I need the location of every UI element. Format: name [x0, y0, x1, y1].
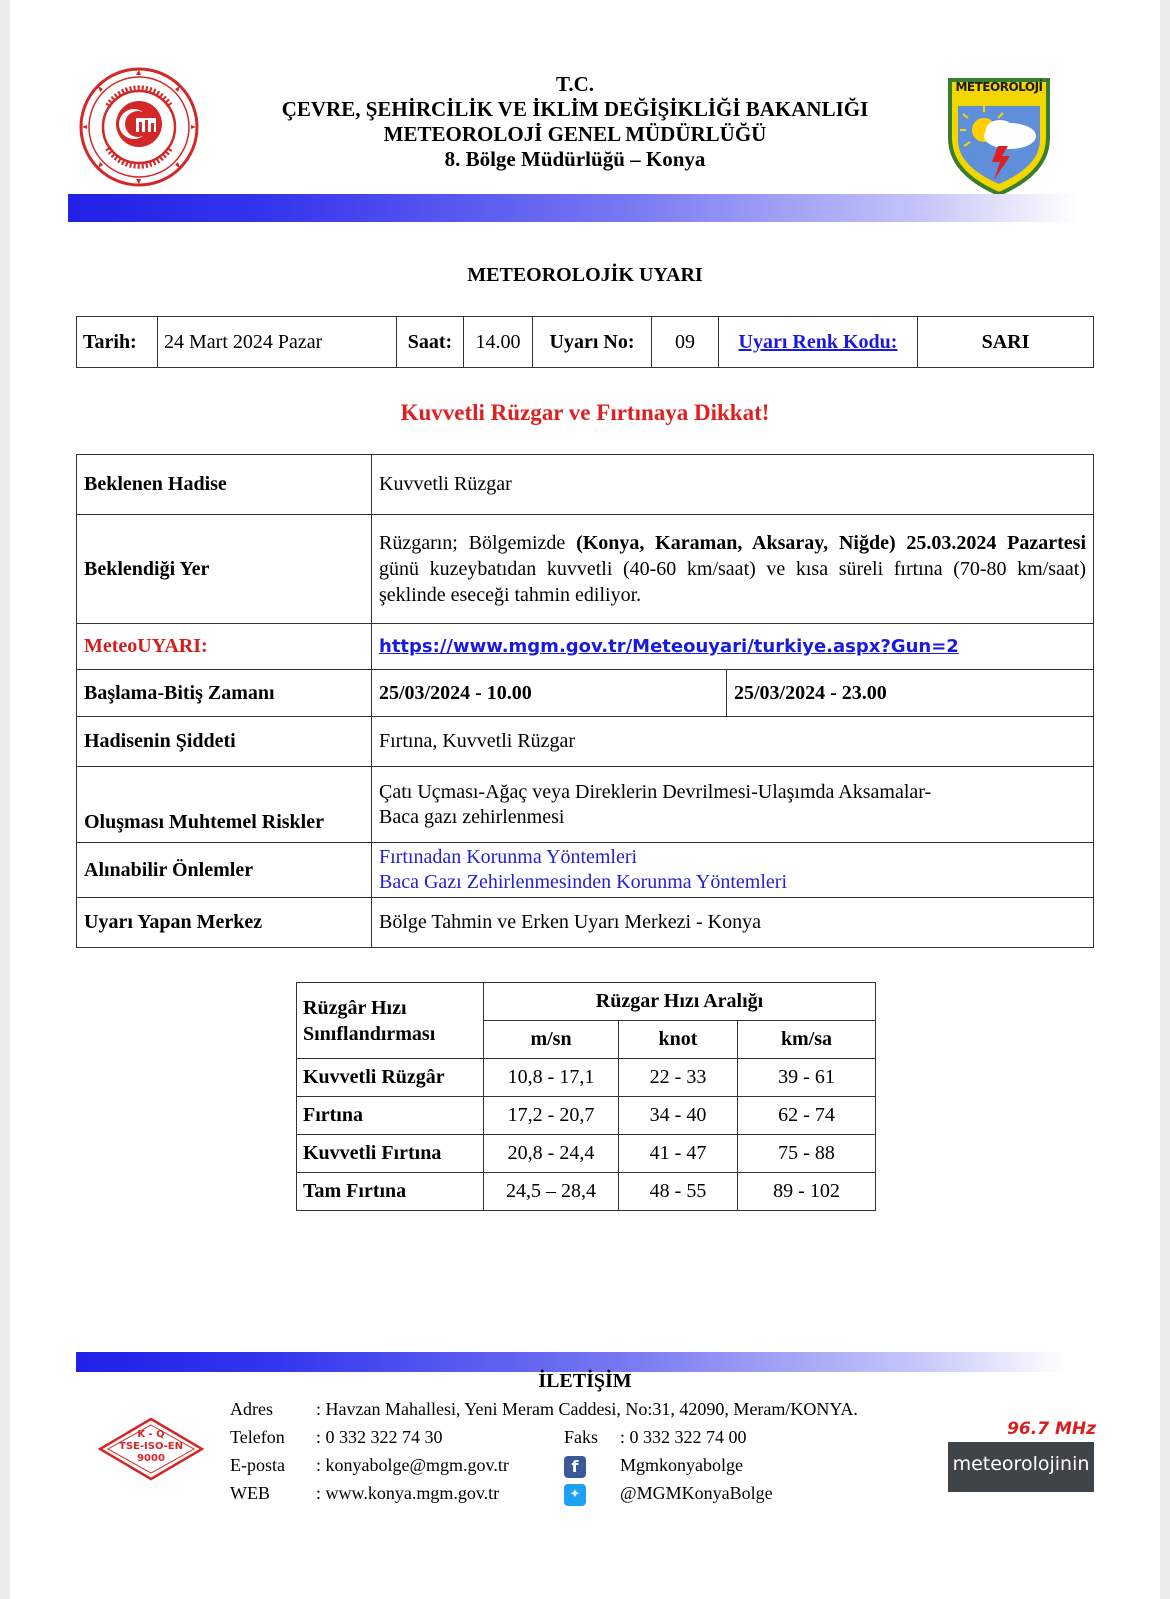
meteouyari-label: MeteoUYARI:: [77, 624, 372, 670]
wind-class-name: Tam Fırtına: [297, 1173, 484, 1211]
email-value[interactable]: : konyabolge@mgm.gov.tr: [316, 1455, 509, 1475]
wind-range-header: Rüzgar Hızı Aralığı: [484, 983, 876, 1021]
facebook-icon[interactable]: f: [564, 1456, 586, 1478]
email-label: E-posta: [230, 1455, 285, 1475]
wind-ms: 17,2 - 20,7: [484, 1097, 619, 1135]
header-divider-bar: [68, 194, 1078, 222]
header-line-tc: T.C.: [555, 72, 595, 96]
measures-label: Alınabilir Önlemler: [77, 843, 372, 898]
risks-value: [372, 767, 1094, 843]
web-label: WEB: [230, 1483, 270, 1503]
event-value: Kuvvetli Rüzgar: [372, 455, 1094, 515]
fax-label: Faks: [564, 1427, 599, 1447]
fax-value: : 0 332 322 74 00: [620, 1427, 747, 1447]
table-row: [297, 1135, 876, 1173]
unit-kmh: km/sa: [738, 1021, 876, 1059]
table-row: [297, 1097, 876, 1135]
unit-ms: m/sn: [484, 1021, 619, 1059]
wind-kmh: 62 - 74: [738, 1097, 876, 1135]
warning-info-table: [76, 316, 1094, 368]
wind-class-name: Kuvvetli Rüzgâr: [297, 1059, 484, 1097]
logo-caption: METEOROLOJİ: [955, 80, 1043, 94]
center-value: Bölge Tahmin ve Erken Uyarı Merkezi - Konya: [372, 898, 1094, 948]
document-title: METEOROLOJİK UYARI: [467, 264, 703, 286]
meteouyari-link[interactable]: https://www.mgm.gov.tr/Meteouyari/turkiye.aspx?Gun=2: [379, 636, 959, 657]
table-row: [297, 1173, 876, 1211]
warning-no-label: Uyarı No:: [533, 317, 652, 368]
warning-no-value: 09: [652, 317, 719, 368]
place-label: Beklendiği Yer: [77, 515, 372, 624]
kq-line-1: K - Q: [137, 1429, 165, 1440]
warning-details-table: [76, 454, 1094, 948]
wind-knot: 48 - 55: [619, 1173, 738, 1211]
warning-headline: Kuvvetli Rüzgar ve Fırtınaya Dikkat!: [400, 400, 770, 425]
color-code-link[interactable]: Uyarı Renk Kodu:: [738, 330, 898, 353]
wind-speed-table: [296, 982, 876, 1211]
measure-link-storm[interactable]: Fırtınadan Korunma Yöntemleri: [379, 846, 638, 868]
ministry-seal-icon: [78, 66, 200, 188]
place-text-2: günü kuzeybatıdan kuvvetli (40-60 km/saat) ve kısa süreli fırtına (70-80 km/saat) şeklinde eseceği tahmin ediliyor.: [379, 558, 1086, 606]
place-value: [372, 515, 1094, 624]
wind-kmh: 75 - 88: [738, 1135, 876, 1173]
facebook-cell: [564, 1451, 620, 1479]
unit-knot: knot: [619, 1021, 738, 1059]
twitter-cell: [564, 1479, 620, 1507]
time-value: 14.00: [464, 317, 533, 368]
header-line-ministry: ÇEVRE, ŞEHİRCİLİK VE İKLİM DEĞİŞİKLİĞİ BAKANLIĞI: [281, 97, 869, 121]
wind-knot: 34 - 40: [619, 1097, 738, 1135]
header-line-region: 8. Bölge Müdürlüğü – Konya: [444, 147, 706, 171]
center-label: Uyarı Yapan Merkez: [77, 898, 372, 948]
contact-title: İLETİŞİM: [538, 1370, 632, 1392]
wind-class-name: Kuvvetli Fırtına: [297, 1135, 484, 1173]
twitter-icon[interactable]: ✦: [564, 1484, 586, 1506]
radio-frequency: 96.7 MHz: [1007, 1419, 1096, 1439]
end-time: 25/03/2024 - 23.00: [727, 670, 1094, 717]
contact-info: [230, 1395, 858, 1507]
risks-label: Oluşması Muhtemel Riskler: [77, 767, 372, 843]
time-label: Saat:: [397, 317, 464, 368]
wind-ms: 10,8 - 17,1: [484, 1059, 619, 1097]
table-row: [297, 1059, 876, 1097]
event-label: Beklenen Hadise: [77, 455, 372, 515]
phone-label: Telefon: [230, 1427, 285, 1447]
date-label: Tarih:: [77, 317, 158, 368]
color-code-value: SARI: [918, 317, 1094, 368]
header-titles: [210, 72, 940, 172]
measure-link-chimney-gas[interactable]: Baca Gazı Zehirlenmesinden Korunma Yöntemleri: [379, 871, 787, 893]
kq-text: [98, 1429, 204, 1465]
risks-line-2: Baca gazı zehirlenmesi: [379, 805, 565, 828]
place-text-1: Rüzgarın; Bölgemizde: [379, 532, 577, 554]
meteouyari-cell: [372, 624, 1094, 670]
wind-class-header: Rüzgâr Hızı Sınıflandırması: [297, 983, 484, 1059]
footer-divider-bar: [76, 1352, 1066, 1372]
wind-knot: 41 - 47: [619, 1135, 738, 1173]
color-code-cell: [719, 317, 918, 368]
wind-kmh: 89 - 102: [738, 1173, 876, 1211]
wind-class-name: Fırtına: [297, 1097, 484, 1135]
facebook-value[interactable]: Mgmkonyabolge: [620, 1455, 743, 1475]
wind-ms: 20,8 - 24,4: [484, 1135, 619, 1173]
web-value[interactable]: : www.konya.mgm.gov.tr: [316, 1483, 500, 1503]
severity-value: Fırtına, Kuvvetli Rüzgar: [372, 717, 1094, 767]
wind-kmh: 39 - 61: [738, 1059, 876, 1097]
kq-line-3: 9000: [137, 1453, 165, 1464]
twitter-value[interactable]: @MGMKonyaBolge: [620, 1483, 773, 1503]
wind-ms: 24,5 – 28,4: [484, 1173, 619, 1211]
meteoroloji-logo-icon: [948, 78, 1050, 196]
severity-label: Hadisenin Şiddeti: [77, 717, 372, 767]
time-range-label: Başlama-Bitiş Zamanı: [77, 670, 372, 717]
kq-line-2: TSE-ISO-EN: [119, 1441, 183, 1452]
start-time: 25/03/2024 - 10.00: [372, 670, 727, 717]
risks-line-1: Çatı Uçması-Ağaç veya Direklerin Devrilmesi-Ulaşımda Aksamalar-: [379, 780, 932, 803]
measures-value: [372, 843, 1094, 898]
place-bold-1: (Konya, Karaman, Aksaray, Niğde) 25.03.2024 Pazartesi: [576, 532, 1086, 554]
address-label: Adres: [230, 1399, 273, 1419]
wind-knot: 22 - 33: [619, 1059, 738, 1097]
header-line-directorate: METEOROLOJİ GENEL MÜDÜRLÜĞÜ: [383, 122, 767, 146]
document-page: [10, 0, 1160, 1599]
radio-logo: meteorolojinin: [948, 1442, 1094, 1492]
date-value: 24 Mart 2024 Pazar: [158, 317, 397, 368]
phone-value: : 0 332 322 74 30: [316, 1427, 443, 1447]
address-value: : Havzan Mahallesi, Yeni Meram Caddesi, No:31, 42090, Meram/KONYA.: [316, 1399, 858, 1419]
